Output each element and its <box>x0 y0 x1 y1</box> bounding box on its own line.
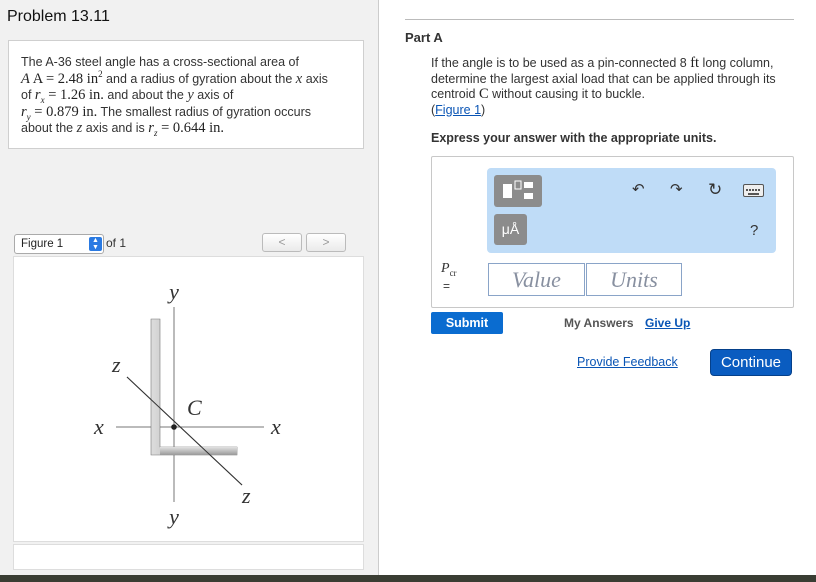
next-figure-button[interactable]: > <box>306 233 346 252</box>
ry-equation: $r_y = 0.879$ in. <box>21 103 98 122</box>
problem-statement: The A-36 steel angle has a cross-sectional area of A A = 2.48 $in^2$ and a radius of gyration about the x axis of $r_x = 1.26$ in. and about the y axis of $r_y = 0.879$ in. The smallest radius of gyration occurs about the z axis and is $r_z = 0.644$ in. <box>8 40 364 149</box>
redo-icon[interactable]: ↷ <box>670 181 683 198</box>
submit-button[interactable]: Submit <box>431 312 503 334</box>
figure-link[interactable]: Figure 1 <box>435 102 482 117</box>
centroid-label: C <box>187 395 202 420</box>
part-rule <box>405 19 794 20</box>
figure-select[interactable]: Figure 1 ▲ ▼ <box>14 234 104 254</box>
problem-title: Problem 13.11 <box>7 8 110 25</box>
x-right-label: x <box>271 414 281 439</box>
area-equation: A A = 2.48 $in^2$ <box>21 68 103 87</box>
figure-footer <box>13 544 364 570</box>
y-bottom-label: y <box>169 504 179 529</box>
angle-shape <box>151 319 237 455</box>
figure-count: of 1 <box>106 236 127 250</box>
continue-button[interactable]: Continue <box>710 349 792 376</box>
centroid-dot <box>171 424 177 430</box>
reset-icon[interactable]: ↻ <box>708 180 723 199</box>
undo-icon[interactable]: ↶ <box>632 181 645 198</box>
angle-section-diagram <box>14 257 363 541</box>
provide-feedback-link[interactable]: Provide Feedback <box>577 355 678 369</box>
units-input[interactable]: Units <box>586 263 682 296</box>
rx-equation: $r_x = 1.26$ in. <box>34 87 104 105</box>
y-top-label: y <box>169 279 179 304</box>
keyboard-icon[interactable] <box>743 184 764 197</box>
figure-frame <box>13 256 364 542</box>
templates-button[interactable] <box>494 175 542 207</box>
templates-icon <box>494 175 542 207</box>
my-answers-label: My Answers <box>564 316 634 330</box>
bottom-strip <box>0 575 816 582</box>
value-input[interactable]: Value <box>488 263 585 296</box>
answer-variable: $P_{cr}$ <box>441 261 457 278</box>
part-title: Part A <box>405 30 443 45</box>
prev-figure-button[interactable]: < <box>262 233 302 252</box>
keyboard-keys <box>744 187 763 198</box>
instructions: Express your answer with the appropriate units. <box>431 131 717 145</box>
equals-sign: = <box>443 279 451 293</box>
z-axis-over-line <box>127 377 242 485</box>
rz-equation: $r_z = 0.644$ in. <box>148 120 225 138</box>
give-up-link[interactable]: Give Up <box>645 316 691 330</box>
units-symbol-button[interactable]: μÅ <box>494 214 527 245</box>
help-icon[interactable]: ? <box>750 222 759 239</box>
x-left-label: x <box>94 414 104 439</box>
z-bottom-label: z <box>242 483 251 508</box>
angle-leg-horizontal <box>160 447 237 455</box>
panel-divider <box>378 0 379 582</box>
question-text: If the angle is to be used as a pin-connected 8 ft long column, determine the largest axial load that can be applied through its centroid C without causing it to buckle. (Figure 1) <box>431 55 776 117</box>
z-top-label: z <box>112 352 121 377</box>
chevron-updown-icon: ▲ ▼ <box>89 237 102 251</box>
